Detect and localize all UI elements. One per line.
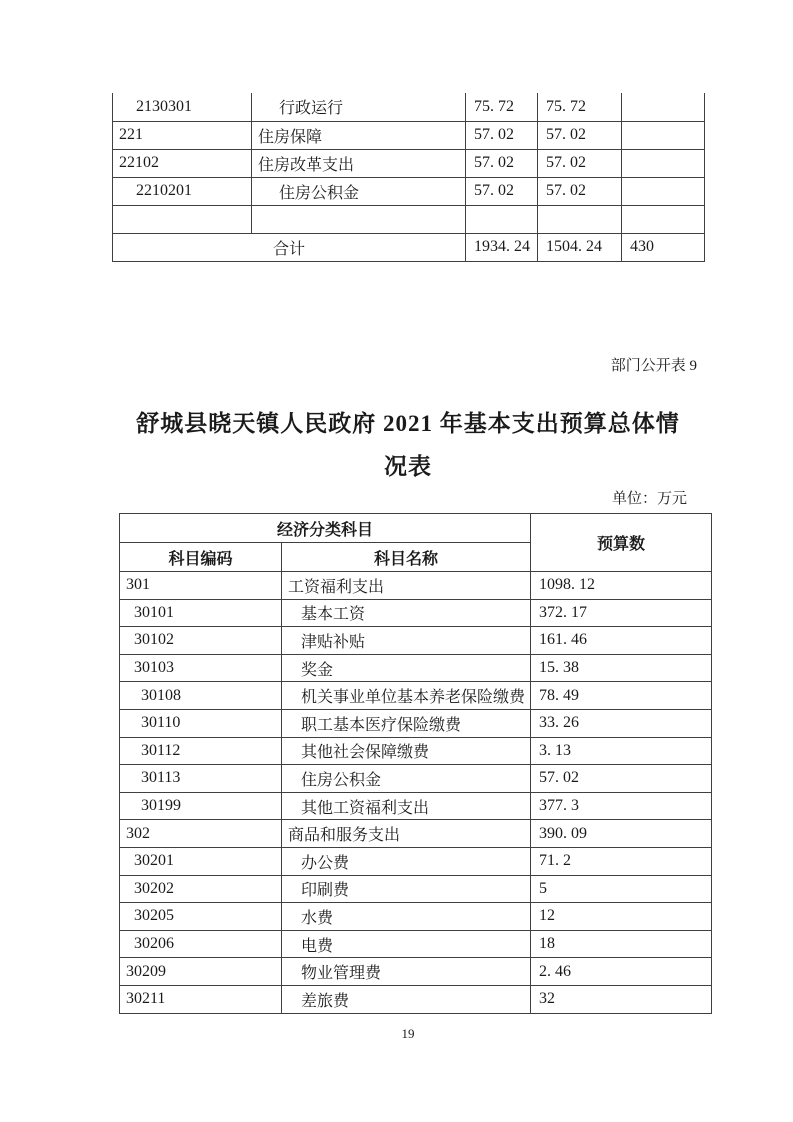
value-cell: 57. 02 xyxy=(466,121,538,149)
table-row xyxy=(120,599,712,627)
budget-cell: 161. 46 xyxy=(531,627,712,655)
total-row xyxy=(113,233,705,261)
table-row xyxy=(120,875,712,903)
budget-cell: 15. 38 xyxy=(531,654,712,682)
code-cell: 30211 xyxy=(120,985,282,1013)
code-cell: 30101 xyxy=(120,599,282,627)
name-cell: 行政运行 xyxy=(252,93,466,121)
header-row xyxy=(120,514,712,543)
table-row xyxy=(120,985,712,1013)
name-cell: 商品和服务支出 xyxy=(282,820,531,848)
value-cell: 75. 72 xyxy=(538,93,622,121)
total-value-cell: 1934. 24 xyxy=(466,233,538,261)
name-cell: 机关事业单位基本养老保险缴费 xyxy=(282,682,531,710)
table-row xyxy=(120,627,712,655)
name-cell: 职工基本医疗保险缴费 xyxy=(282,709,531,737)
budget-cell: 12 xyxy=(531,903,712,931)
code-cell: 30199 xyxy=(120,792,282,820)
budget-cell: 372. 17 xyxy=(531,599,712,627)
code-cell: 221 xyxy=(113,121,252,149)
code-cell: 30110 xyxy=(120,709,282,737)
table-row xyxy=(113,149,705,177)
code-cell: 30113 xyxy=(120,765,282,793)
name-cell: 电费 xyxy=(282,930,531,958)
table-row xyxy=(120,709,712,737)
table-row xyxy=(120,654,712,682)
name-cell: 差旅费 xyxy=(282,985,531,1013)
value-cell: 57. 02 xyxy=(538,149,622,177)
budget-cell: 2. 46 xyxy=(531,958,712,986)
table-row xyxy=(120,682,712,710)
code-cell: 2130301 xyxy=(113,93,252,121)
code-cell: 22102 xyxy=(113,149,252,177)
value-cell xyxy=(622,205,705,233)
table-caption: 部门公开表 9 xyxy=(610,358,697,374)
code-cell: 30205 xyxy=(120,903,282,931)
name-cell: 其他社会保障缴费 xyxy=(282,737,531,765)
code-cell: 301 xyxy=(120,572,282,600)
budget-cell: 1098. 12 xyxy=(531,572,712,600)
budget-summary-table-continued xyxy=(112,93,705,262)
name-cell: 其他工资福利支出 xyxy=(282,792,531,820)
name-cell: 津贴补贴 xyxy=(282,627,531,655)
value-cell xyxy=(466,205,538,233)
name-cell: 奖金 xyxy=(282,654,531,682)
table-row xyxy=(120,847,712,875)
budget-cell: 57. 02 xyxy=(531,765,712,793)
budget-cell: 18 xyxy=(531,930,712,958)
budget-cell: 377. 3 xyxy=(531,792,712,820)
table-row xyxy=(120,737,712,765)
code-cell: 30202 xyxy=(120,875,282,903)
name-cell: 住房改革支出 xyxy=(252,149,466,177)
value-cell: 57. 02 xyxy=(466,177,538,205)
value-cell: 57. 02 xyxy=(466,149,538,177)
table-row xyxy=(113,177,705,205)
name-cell xyxy=(252,205,466,233)
budget-cell: 33. 26 xyxy=(531,709,712,737)
table-row xyxy=(120,765,712,793)
budget-cell: 32 xyxy=(531,985,712,1013)
code-cell: 302 xyxy=(120,820,282,848)
table-row xyxy=(120,903,712,931)
code-cell xyxy=(113,205,252,233)
total-label-cell: 合计 xyxy=(113,233,466,261)
table-row xyxy=(113,93,705,121)
basic-expenditure-budget-table xyxy=(119,513,712,1014)
name-cell: 水费 xyxy=(282,903,531,931)
budget-cell: 3. 13 xyxy=(531,737,712,765)
value-cell xyxy=(538,205,622,233)
name-cell: 印刷费 xyxy=(282,875,531,903)
value-cell xyxy=(622,93,705,121)
table-row xyxy=(120,820,712,848)
table-row xyxy=(120,792,712,820)
code-cell: 30201 xyxy=(120,847,282,875)
page-number: 19 xyxy=(401,1026,415,1041)
name-cell: 物业管理费 xyxy=(282,958,531,986)
value-cell xyxy=(622,149,705,177)
value-cell xyxy=(622,121,705,149)
name-cell: 基本工资 xyxy=(282,599,531,627)
name-cell: 住房公积金 xyxy=(282,765,531,793)
empty-row xyxy=(113,205,705,233)
header-code-cell: 科目编码 xyxy=(120,543,282,572)
code-cell: 30103 xyxy=(120,654,282,682)
budget-cell: 5 xyxy=(531,875,712,903)
table-row xyxy=(120,958,712,986)
value-cell: 57. 02 xyxy=(538,121,622,149)
value-cell: 75. 72 xyxy=(466,93,538,121)
value-cell: 57. 02 xyxy=(538,177,622,205)
header-name-cell: 科目名称 xyxy=(282,543,531,572)
code-cell: 30206 xyxy=(120,930,282,958)
table-row xyxy=(120,930,712,958)
code-cell: 30112 xyxy=(120,737,282,765)
code-cell: 30102 xyxy=(120,627,282,655)
total-value-cell: 1504. 24 xyxy=(538,233,622,261)
header-group-cell: 经济分类科目 xyxy=(120,514,531,543)
budget-cell: 390. 09 xyxy=(531,820,712,848)
header-budget-cell: 预算数 xyxy=(531,514,712,572)
name-cell: 办公费 xyxy=(282,847,531,875)
budget-cell: 78. 49 xyxy=(531,682,712,710)
unit-note: 单位：万元 xyxy=(611,491,687,507)
code-cell: 30108 xyxy=(120,682,282,710)
table-row xyxy=(113,121,705,149)
title-line-2: 况表 xyxy=(384,454,432,479)
value-cell xyxy=(622,177,705,205)
code-cell: 2210201 xyxy=(113,177,252,205)
title-line-1: 舒城县晓天镇人民政府 2021 年基本支出预算总体情 xyxy=(136,411,680,436)
name-cell: 住房公积金 xyxy=(252,177,466,205)
total-value-cell: 430 xyxy=(622,233,705,261)
code-cell: 30209 xyxy=(120,958,282,986)
page-title xyxy=(102,402,714,488)
table-row xyxy=(120,572,712,600)
name-cell: 住房保障 xyxy=(252,121,466,149)
budget-cell: 71. 2 xyxy=(531,847,712,875)
name-cell: 工资福利支出 xyxy=(282,572,531,600)
